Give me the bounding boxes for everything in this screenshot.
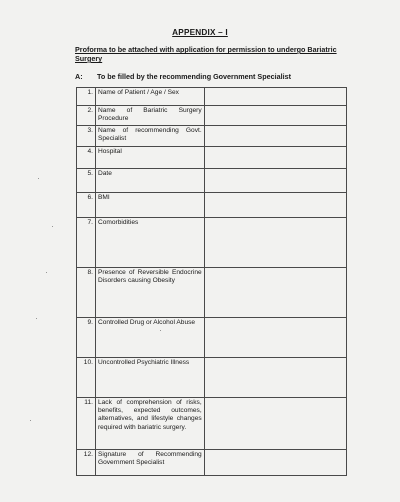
table-row [77, 126, 347, 147]
row-value-field[interactable] [204, 147, 346, 169]
appendix-title: APPENDIX – I [172, 28, 228, 37]
scan-speck [46, 272, 47, 273]
table-row [77, 169, 347, 193]
row-value-field[interactable] [204, 88, 346, 106]
row-label: Comorbidities [95, 218, 204, 268]
row-value-field[interactable] [204, 268, 346, 318]
row-label: Date [95, 169, 204, 193]
table-row [77, 358, 347, 398]
row-number: 5. [77, 169, 96, 193]
table-row [77, 398, 347, 450]
proforma-title: Proforma to be attached with application for permission to undergo Bariatric Surgery [75, 45, 337, 63]
table-row [77, 147, 347, 169]
row-label: Name of Bariatric Surgery Procedure [95, 106, 204, 126]
row-number: 4. [77, 147, 96, 169]
scan-speck [36, 318, 37, 319]
row-value-field[interactable] [204, 169, 346, 193]
table-row [77, 88, 347, 106]
section-letter: A: [75, 72, 83, 81]
scan-speck [38, 178, 39, 179]
row-value-field[interactable] [204, 318, 346, 358]
row-number: 7. [77, 218, 96, 268]
row-label: Name of Patient / Age / Sex [95, 88, 204, 106]
table-row [77, 193, 347, 218]
row-number: 6. [77, 193, 96, 218]
row-label: Hospital [95, 147, 204, 169]
row-value-field[interactable] [204, 106, 346, 126]
section-title: To be filled by the recommending Government Specialist [97, 72, 291, 81]
row-label: Signature of Recommending Government Specialist [95, 450, 204, 476]
row-number: 8. [77, 268, 96, 318]
table-row [77, 450, 347, 476]
scan-speck [30, 420, 31, 421]
scan-speck [52, 226, 53, 227]
table-row [77, 318, 347, 358]
row-number: 9. [77, 318, 96, 358]
row-number: 10. [77, 358, 96, 398]
row-value-field[interactable] [204, 450, 346, 476]
row-number: 12. [77, 450, 96, 476]
row-value-field[interactable] [204, 398, 346, 450]
row-value-field[interactable] [204, 193, 346, 218]
row-label: Lack of comprehension of risks, benefits, expected outcomes, alternatives, and lifestyle changes required with bariatric surgery. [95, 398, 204, 450]
row-value-field[interactable] [204, 126, 346, 147]
row-number: 3. [77, 126, 96, 147]
row-value-field[interactable] [204, 218, 346, 268]
row-label: Controlled Drug or Alcohol Abuse [95, 318, 204, 358]
row-label: BMI [95, 193, 204, 218]
row-label: Name of recommending Govt. Specialist [95, 126, 204, 147]
row-value-field[interactable] [204, 358, 346, 398]
table-row [77, 218, 347, 268]
row-number: 1. [77, 88, 96, 106]
row-label: Uncontrolled Psychiatric Illness [95, 358, 204, 398]
row-number: 2. [77, 106, 96, 126]
table-row [77, 106, 347, 126]
section-heading [75, 72, 375, 81]
row-label: Presence of Reversible Endocrine Disorders causing Obesity [95, 268, 204, 318]
row-number: 11. [77, 398, 96, 450]
proforma-table [76, 87, 347, 476]
table-row [77, 268, 347, 318]
